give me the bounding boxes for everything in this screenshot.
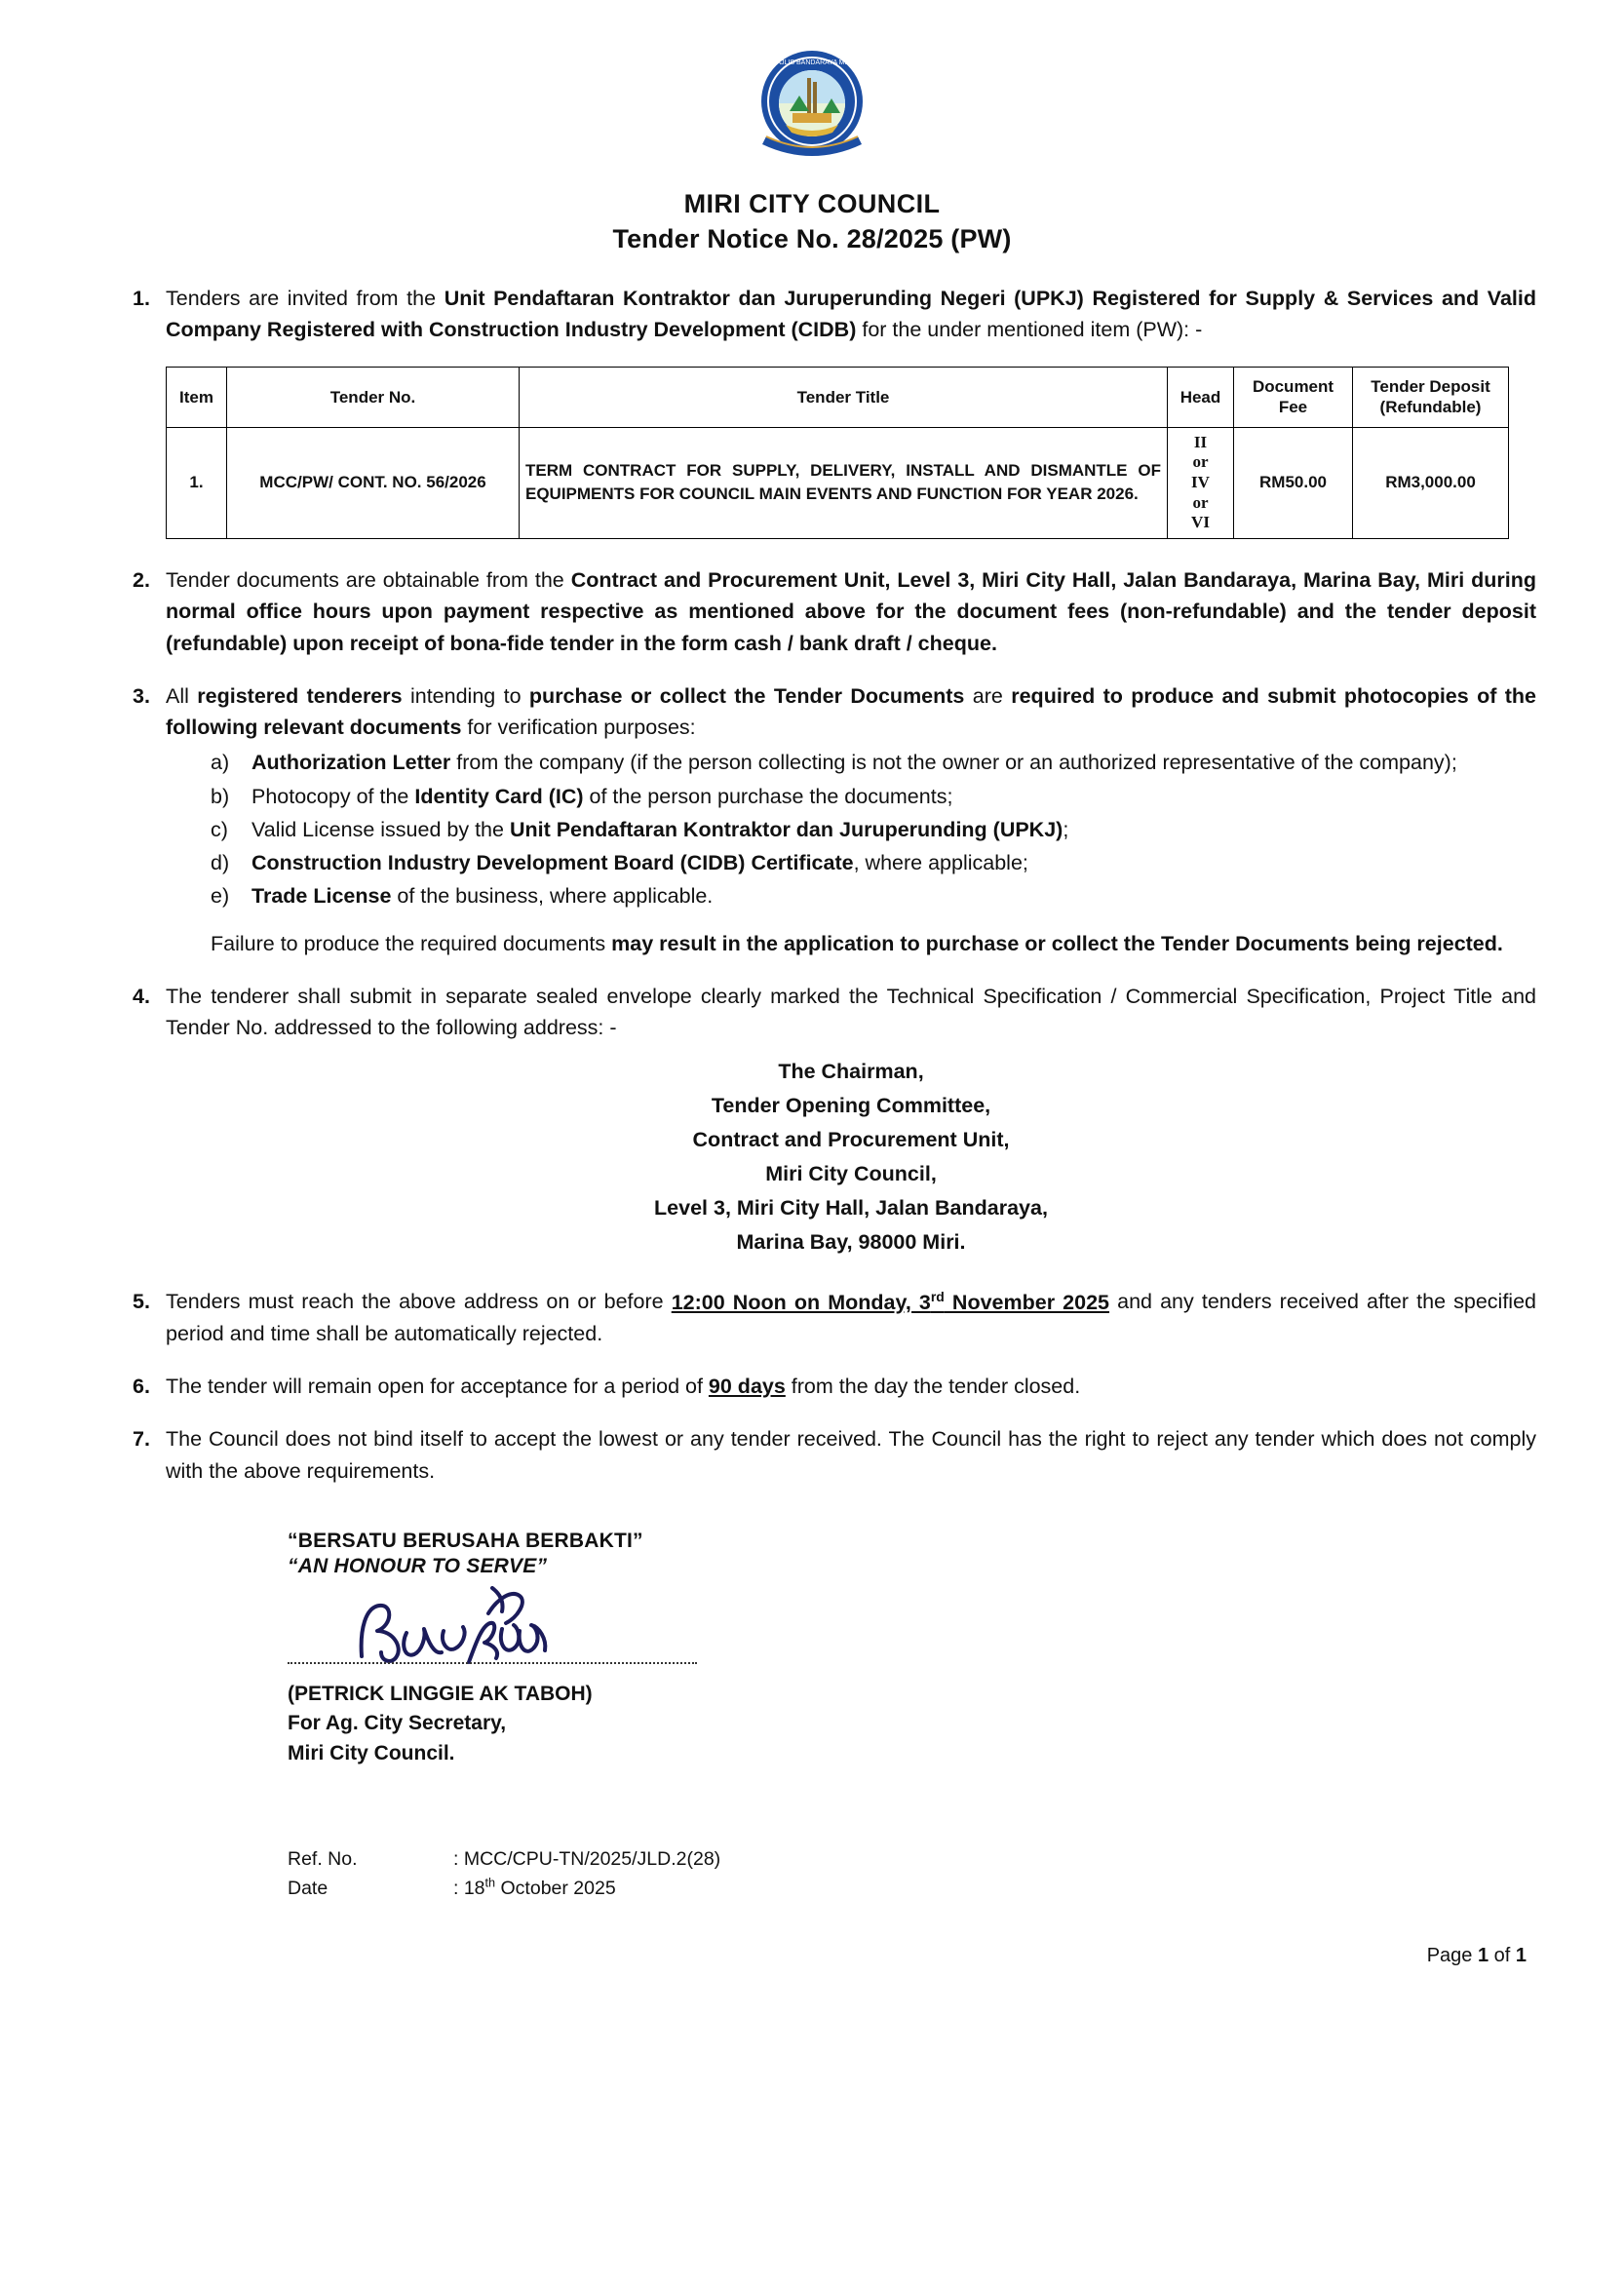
list-item-pre: Valid License issued by the — [251, 817, 510, 841]
reference-row — [288, 1844, 1536, 1874]
list-item — [211, 781, 1536, 812]
clause-3-number: 3. — [133, 683, 150, 708]
clause-6-number: 6. — [133, 1375, 150, 1399]
list-item — [211, 814, 1536, 845]
footer-page-middle: of — [1489, 1944, 1516, 1966]
clause-3-part-e: are — [964, 683, 1012, 708]
cell-head — [1168, 427, 1234, 539]
clause-5-post: and any tenders received after the specified period and time shall be automatically rejected. — [166, 1290, 1536, 1345]
cell-item: 1. — [167, 427, 227, 539]
motto-line-2: “AN HONOUR TO SERVE” — [288, 1554, 548, 1577]
th-tender-no: Tender No. — [227, 368, 520, 428]
signature-block — [88, 1530, 1536, 1768]
clause-2-number: 2. — [133, 568, 150, 593]
organisation-name: MIRI CITY COUNCIL — [683, 189, 941, 218]
clause-3-part-c: intending to — [402, 683, 529, 708]
clause-4 — [88, 981, 1536, 1264]
page-footer — [88, 1945, 1536, 1967]
page-title — [88, 187, 1536, 257]
clause-1 — [88, 283, 1536, 346]
clause-1-part1: Tenders are invited from the — [166, 286, 445, 310]
footer-current-page: 1 — [1477, 1944, 1489, 1966]
th-document-fee-line1: Document — [1252, 377, 1334, 397]
th-tender-deposit — [1353, 368, 1509, 428]
address-line-5: Level 3, Miri City Hall, Jalan Bandaraya, — [654, 1195, 1048, 1220]
clause-3 — [88, 680, 1536, 959]
list-item-text — [251, 880, 1536, 911]
signature-area — [288, 1578, 1536, 1680]
clause-4-paragraph: The tenderer shall submit in separate sealed envelope clearly marked the Technical Specification / Commercial Specification, Project Title and Tender No. addressed to the following address: - — [166, 984, 1536, 1040]
reference-label: Ref. No. — [288, 1848, 358, 1871]
clause-5-text — [166, 1286, 1536, 1349]
submission-address — [166, 1055, 1536, 1259]
clause-3-note-bold: may result in the application to purchase or collect the Tender Documents being rejected. — [611, 931, 1503, 955]
tender-table-container — [88, 367, 1536, 539]
reference-block — [88, 1844, 1536, 1903]
th-tender-deposit-line2: (Refundable) — [1379, 398, 1482, 417]
clause-3-part-g: for verification purposes: — [461, 716, 696, 740]
cell-tender-deposit: RM3,000.00 — [1353, 427, 1509, 539]
clause-5-deadline-part2: November 2025 — [944, 1290, 1110, 1314]
clause-6-post: from the day the tender closed. — [785, 1375, 1081, 1399]
list-item-text — [251, 747, 1536, 778]
footer-page-prefix: Page — [1426, 1944, 1478, 1966]
clause-6-pre: The tender will remain open for acceptance for a period of — [166, 1375, 709, 1399]
table-row — [167, 427, 1509, 539]
list-item-rest: ; — [1063, 817, 1069, 841]
list-item-bold: Identity Card (IC) — [414, 784, 584, 808]
clause-5-deadline-part1: 12:00 Noon on Monday, 3 — [671, 1290, 931, 1314]
clause-2 — [88, 564, 1536, 659]
clause-3-note-pre: Failure to produce the required documents — [211, 931, 612, 955]
notice-title: Tender Notice No. 28/2025 (PW) — [612, 224, 1012, 254]
footer-total-pages: 1 — [1515, 1944, 1527, 1966]
list-item-rest: of the business, where applicable. — [391, 884, 714, 909]
cell-head-line-1: II — [1193, 432, 1208, 451]
list-item-marker: c) — [211, 817, 228, 841]
clause-1-part2: for the under mentioned item (PW): - — [856, 317, 1203, 341]
clause-1-number: 1. — [133, 286, 150, 310]
list-item-rest: , where applicable; — [853, 851, 1028, 875]
miri-city-council-crest-icon — [739, 35, 885, 181]
clause-7 — [88, 1423, 1536, 1487]
clause-7-number: 7. — [133, 1427, 150, 1452]
list-item — [211, 880, 1536, 911]
cell-head-line-3: IV — [1191, 473, 1210, 491]
list-item-pre: Photocopy of the — [251, 784, 415, 808]
clause-2-bold1: Contract and Procurement Unit, Level 3, Miri City Hall, Jalan Bandaraya, Marina Bay, Miri during normal office hours upon payment respective as mentioned above for the document fees (non-refundable) and the tender deposit (refundable) upon receipt of bona-fide tender in the form cash / bank draft / cheque. — [166, 568, 1536, 655]
clause-3-sublist — [166, 747, 1536, 959]
th-item: Item — [167, 368, 227, 428]
list-item-rest: from the company (if the person collecting is not the owner or an authorized representative of the company); — [450, 751, 1457, 775]
clause-1-text — [166, 283, 1536, 346]
signer-name: (PETRICK LINGGIE AK TABOH) — [288, 1682, 593, 1705]
clause-5-deadline — [671, 1288, 1110, 1314]
signer-position: For Ag. City Secretary, — [288, 1712, 507, 1735]
list-item-text — [251, 781, 1536, 812]
clause-3-part-a: All — [166, 683, 198, 708]
cell-head-line-2: or — [1192, 452, 1209, 472]
cell-document-fee: RM50.00 — [1234, 427, 1353, 539]
clause-2-text — [166, 564, 1536, 659]
address-line-3: Contract and Procurement Unit, — [692, 1128, 1010, 1152]
clause-3-part-d: purchase or collect the Tender Documents — [528, 683, 965, 708]
list-item-bold: Trade License — [251, 884, 392, 909]
clause-6 — [88, 1371, 1536, 1402]
clause-6-text — [166, 1371, 1536, 1402]
list-item-bold: Construction Industry Development Board (CIDB) Certificate — [251, 851, 854, 875]
date-label: Date — [288, 1878, 329, 1900]
address-line-1: The Chairman, — [778, 1060, 924, 1084]
clause-4-text — [166, 981, 1536, 1264]
clause-5-number: 5. — [133, 1290, 150, 1314]
date-value — [453, 1874, 1536, 1903]
tender-table — [166, 367, 1509, 539]
list-item — [211, 847, 1536, 878]
list-item-text — [251, 847, 1536, 878]
clause-3-text — [166, 680, 1536, 959]
date-value-pre: : 18 — [453, 1878, 485, 1900]
address-line-6: Marina Bay, 98000 Miri. — [736, 1229, 966, 1254]
clause-6-period: 90 days — [708, 1375, 786, 1399]
list-item-text — [251, 814, 1536, 845]
list-item-marker: a) — [211, 751, 230, 775]
motto-line-1: “BERSATU BERUSAHA BERBAKTI” — [288, 1529, 643, 1552]
clause-5-deadline-ordinal: rd — [930, 1288, 945, 1304]
th-tender-deposit-line1: Tender Deposit — [1371, 377, 1490, 397]
signature-line — [288, 1662, 697, 1664]
list-item-marker: b) — [211, 784, 230, 808]
th-tender-title: Tender Title — [520, 368, 1168, 428]
clause-4-number: 4. — [133, 984, 150, 1008]
table-header-row — [167, 368, 1509, 428]
cell-tender-title: TERM CONTRACT FOR SUPPLY, DELIVERY, INSTALL AND DISMANTLE OF EQUIPMENTS FOR COUNCIL MAIN EVENTS AND FUNCTION FOR YEAR 2026. — [520, 427, 1168, 539]
date-value-ordinal: th — [484, 1876, 496, 1890]
list-item-rest: of the person purchase the documents; — [583, 784, 953, 808]
clause-5 — [88, 1286, 1536, 1349]
th-head: Head — [1168, 368, 1234, 428]
list-item — [211, 747, 1536, 778]
clause-3-part-b: registered tenderers — [197, 683, 403, 708]
reference-value: : MCC/CPU-TN/2025/JLD.2(28) — [453, 1848, 721, 1871]
clause-3-part-f: required to produce and submit photocopies of the following relevant documents — [166, 683, 1537, 740]
cell-head-line-5: VI — [1191, 513, 1210, 532]
clause-5-pre: Tenders must reach the above address on or before — [166, 1290, 672, 1314]
date-value-post: October 2025 — [495, 1878, 616, 1900]
list-item-marker: e) — [211, 884, 230, 909]
address-line-4: Miri City Council, — [765, 1161, 937, 1185]
clause-2-part1: Tender documents are obtainable from the — [166, 568, 571, 593]
cell-head-line-4: or — [1192, 492, 1209, 512]
date-row — [288, 1874, 1536, 1903]
signer-organisation: Miri City Council. — [288, 1741, 455, 1764]
cell-tender-no: MCC/PW/ CONT. NO. 56/2026 — [227, 427, 520, 539]
clause-3-note — [211, 928, 1536, 959]
svg-text:MAJLIS BANDARAYA MIRI: MAJLIS BANDARAYA MIRI — [770, 59, 854, 66]
list-item-marker: d) — [211, 851, 230, 875]
list-item-bold: Unit Pendaftaran Kontraktor dan Juruperunding (UPKJ) — [509, 817, 1063, 841]
logo-container — [88, 35, 1536, 181]
address-line-2: Tender Opening Committee, — [711, 1094, 991, 1118]
clause-1-bold1: Unit Pendaftaran Kontraktor dan Juruperunding Negeri (UPKJ) Registered for Supply & Services and Valid Company Registered with Construction Industry Development (CIDB) — [166, 286, 1536, 341]
th-document-fee-line2: Fee — [1278, 398, 1308, 417]
clause-7-text: The Council does not bind itself to accept the lowest or any tender received. The Council has the right to reject any tender which does not comply with the above requirements. — [166, 1427, 1536, 1483]
th-document-fee — [1234, 368, 1353, 428]
list-item-bold: Authorization Letter — [251, 751, 451, 775]
